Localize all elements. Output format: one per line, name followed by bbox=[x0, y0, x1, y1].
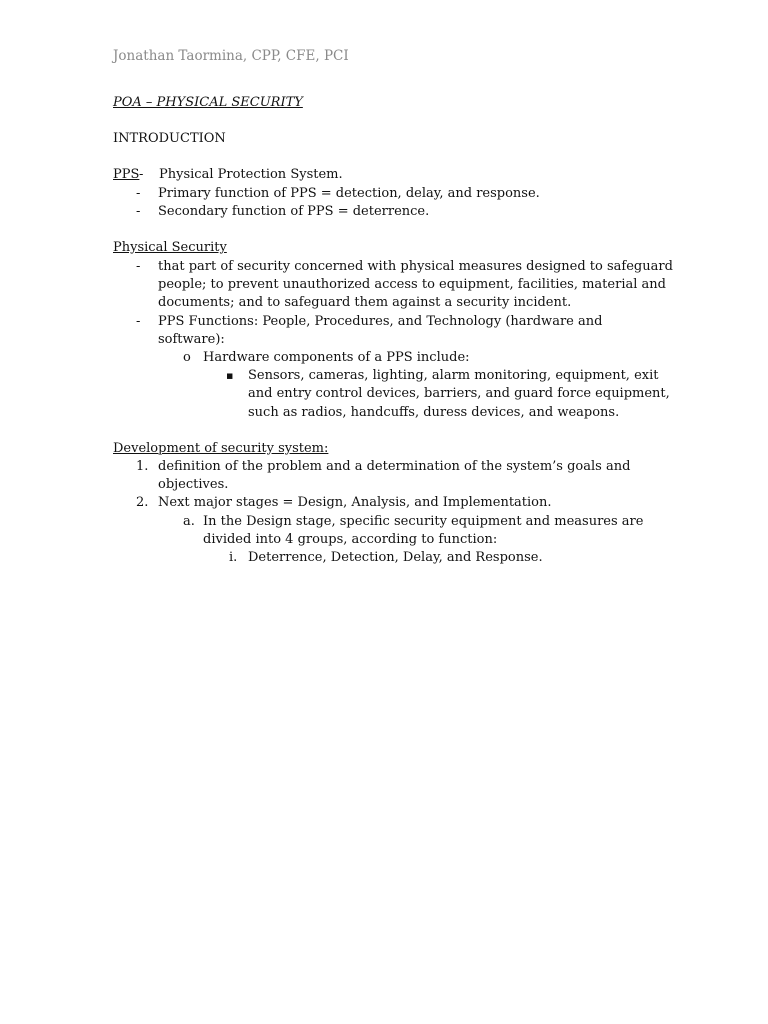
hardware-list-line: such as radios, handcuffs, duress devices, and weapons. bbox=[248, 405, 620, 420]
physical-security-definition-line: people; to prevent unauthorized access to equipment, facilities, material and bbox=[158, 277, 666, 292]
physical-security-heading: Physical Security bbox=[113, 240, 227, 255]
design-stage-line: divided into 4 groups, according to function: bbox=[203, 532, 498, 547]
hardware-components-item: Hardware components of a PPS include: bbox=[203, 350, 470, 365]
numbered-marker: 2. bbox=[136, 495, 149, 510]
introduction-heading: INTRODUCTION bbox=[113, 131, 226, 146]
hardware-list-line: Sensors, cameras, lighting, alarm monitoring, equipment, exit bbox=[248, 368, 659, 383]
author-header: Jonathan Taormina, CPP, CFE, PCI bbox=[113, 48, 349, 64]
development-heading: Development of security system: bbox=[113, 441, 329, 456]
development-item-line: objectives. bbox=[158, 477, 229, 492]
pps-item-primary: Primary function of PPS = detection, delay, and response. bbox=[158, 186, 540, 201]
physical-security-definition-line: documents; and to safeguard them against a security incident. bbox=[158, 295, 572, 310]
document-title: POA – PHYSICAL SECURITY bbox=[113, 95, 303, 110]
function-groups-item: Deterrence, Detection, Delay, and Response. bbox=[248, 550, 543, 565]
circle-bullet-marker: o bbox=[183, 350, 191, 365]
pps-functions-line: PPS Functions: People, Procedures, and Technology (hardware and bbox=[158, 314, 603, 329]
development-item-line: definition of the problem and a determination of the system’s goals and bbox=[158, 459, 631, 474]
bullet-marker: - bbox=[136, 204, 141, 219]
pps-functions-line: software): bbox=[158, 332, 225, 347]
design-stage-line: In the Design stage, specific security equipment and measures are bbox=[203, 514, 644, 529]
physical-security-definition-line: that part of security concerned with physical measures designed to safeguard bbox=[158, 259, 673, 274]
bullet-marker: - bbox=[136, 314, 141, 329]
numbered-marker: 1. bbox=[136, 459, 149, 474]
square-bullet-marker: ▪ bbox=[226, 369, 234, 382]
lettered-marker: a. bbox=[183, 514, 195, 529]
development-item-stages: Next major stages = Design, Analysis, and Implementation. bbox=[158, 495, 552, 510]
pps-definition: Physical Protection System. bbox=[159, 167, 343, 182]
bullet-marker: - bbox=[136, 259, 141, 274]
hardware-list-line: and entry control devices, barriers, and guard force equipment, bbox=[248, 386, 670, 401]
pps-item-secondary: Secondary function of PPS = deterrence. bbox=[158, 204, 430, 219]
roman-marker: i. bbox=[229, 550, 238, 565]
bullet-marker: - bbox=[136, 186, 141, 201]
pps-term: PPS bbox=[113, 167, 140, 182]
pps-dash: - bbox=[139, 167, 144, 182]
